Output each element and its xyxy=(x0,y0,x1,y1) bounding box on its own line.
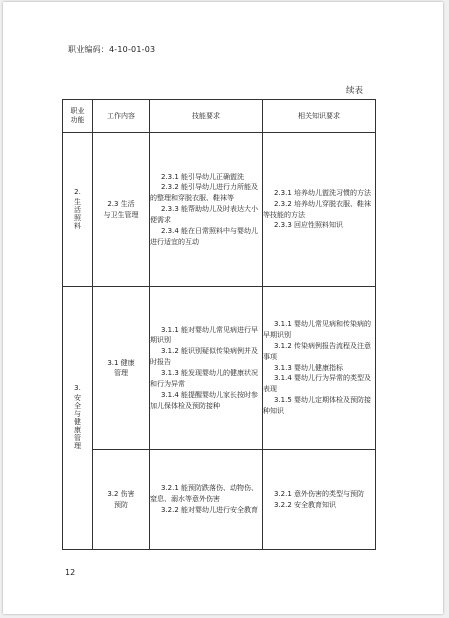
table-row xyxy=(63,450,376,550)
work-content-cell: 3.1 健康 管理 xyxy=(93,287,150,450)
skill-item: 2.3.3 能帮助幼儿及时表达大小便需求 xyxy=(150,205,259,224)
work-content-cell: 2.3 生活 与卫生管理 xyxy=(93,133,150,287)
skills-cell xyxy=(150,450,263,550)
column-header-content: 工作内容 xyxy=(93,100,150,133)
function-cell xyxy=(63,287,93,550)
skill-item: 3.1.4 能提醒婴幼儿家长按时参加儿保体检及预防接种 xyxy=(150,390,259,410)
function-number: 2. xyxy=(74,187,81,196)
knowledge-cell xyxy=(263,287,376,450)
function-cell xyxy=(63,133,93,287)
knowledge-item: 2.3.2 培养幼儿穿脱衣服、鞋袜等技能的方法 xyxy=(263,199,372,219)
function-name: 安全与健康管理 xyxy=(73,394,82,450)
knowledge-item: 3.2.1 意外伤害的类型与预防 xyxy=(274,489,365,498)
skills-cell xyxy=(150,133,263,287)
knowledge-cell xyxy=(263,450,376,550)
skill-item: 3.1.3 能发现婴幼儿的健康状况和行为异常 xyxy=(150,369,259,388)
knowledge-item: 3.1.5 婴幼儿定期体检及预防接种知识 xyxy=(263,396,372,415)
skills-cell xyxy=(150,287,263,450)
work-content-cell: 3.2 伤害 预防 xyxy=(93,450,150,550)
knowledge-item: 2.3.1 培养幼儿盥洗习惯的方法 xyxy=(274,188,372,197)
continued-label: 续表 xyxy=(346,86,364,96)
skill-item: 2.3.1 能引导幼儿正确盥洗 xyxy=(161,172,245,181)
skill-item: 3.1.1 能对婴幼儿常见病进行早期识别 xyxy=(150,325,259,345)
knowledge-item: 3.1.1 婴幼儿常见病和传染病的早期识别 xyxy=(263,320,372,340)
page-number: 12 xyxy=(65,568,76,577)
occupation-code: 职业编码：4-10-01-03 xyxy=(68,45,156,54)
skill-item: 3.1.2 能识别疑似传染病例并及时报告 xyxy=(150,347,259,367)
skill-item: 2.3.4 能在日常照料中与婴幼儿进行适宜的互动 xyxy=(150,226,259,246)
knowledge-item: 3.1.4 婴幼儿行为异常的类型及表现 xyxy=(263,374,372,394)
table-header-row xyxy=(63,100,376,133)
skill-item: 3.2.1 能预防跌落伤、动物伤、窒息、溺水等意外伤害 xyxy=(150,484,259,504)
knowledge-item: 3.2.2 安全教育知识 xyxy=(274,500,337,509)
column-header-function: 职业 功能 xyxy=(63,100,93,133)
function-number: 3. xyxy=(74,384,81,392)
knowledge-item: 2.3.3 回应性照料知识 xyxy=(274,221,344,230)
knowledge-cell xyxy=(263,133,376,287)
function-name: 生活照料 xyxy=(73,197,82,230)
skill-item: 2.3.2 能引导幼儿进行力所能及的整理和穿脱衣服、鞋袜等 xyxy=(150,183,259,203)
table-row xyxy=(63,133,376,287)
table-row xyxy=(63,287,376,450)
document-page xyxy=(3,2,443,614)
knowledge-item: 3.1.2 传染病例报告流程及注意事项 xyxy=(263,341,372,361)
column-header-knowledge: 相关知识要求 xyxy=(263,100,376,133)
skill-requirements-table xyxy=(62,99,376,550)
skill-item: 3.2.2 能对婴幼儿进行安全教育 xyxy=(161,505,259,514)
knowledge-item: 3.1.3 婴幼儿健康指标 xyxy=(274,363,344,372)
column-header-skills: 技能要求 xyxy=(150,100,263,133)
